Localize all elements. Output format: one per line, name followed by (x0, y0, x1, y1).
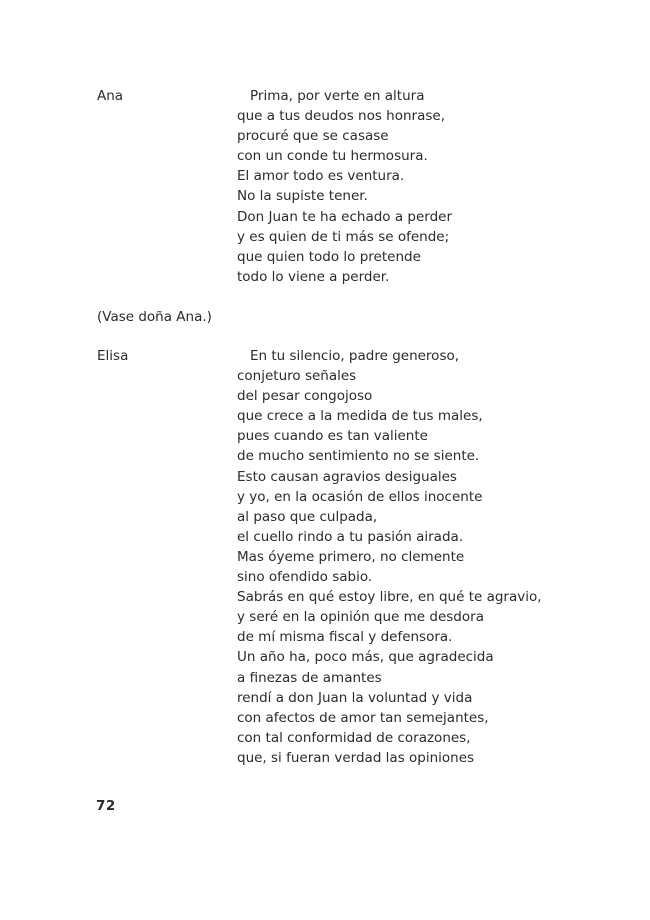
verse-line: sino ofendido sabio. (237, 569, 373, 586)
page-number: 72 (96, 798, 116, 814)
verse-line: que crece a la medida de tus males, (237, 408, 483, 425)
verse-line: con tal conformidad de corazones, (237, 729, 471, 746)
verse-line: rendí a don Juan la voluntad y vida (237, 689, 473, 706)
verse-line: y seré en la opinión que me desdora (237, 609, 484, 626)
verse-line: Don Juan te ha echado a perder (237, 208, 453, 225)
verse-block (237, 346, 542, 768)
speaker-name: Ana (97, 88, 124, 104)
verse-line: que quien todo lo pretende (237, 248, 421, 265)
verse-line: y es quien de ti más se ofende; (237, 228, 450, 245)
verse-line: Prima, por verte en altura (250, 88, 425, 104)
verse-line: al paso que culpada, (237, 508, 378, 525)
verse-line: Esto causan agravios desiguales (237, 468, 457, 485)
verse-line: No la supiste tener. (237, 188, 368, 205)
verse-line: con un conde tu hermosura. (237, 148, 428, 165)
verse-line: el cuello rindo a tu pasión airada. (237, 528, 464, 545)
verse-line: de mí misma fiscal y defensora. (237, 629, 453, 646)
verse-line: que, si fueran verdad las opiniones (237, 749, 475, 766)
verse-line: En tu silencio, padre generoso, (250, 348, 460, 364)
verse-line: del pesar congojoso (237, 388, 373, 405)
verse-block (237, 86, 452, 287)
speaker-name: Elisa (97, 348, 129, 364)
verse-line: pues cuando es tan valiente (237, 428, 428, 445)
verse-line: conjeturo señales (237, 368, 357, 385)
verse-line: El amor todo es ventura. (237, 168, 405, 185)
verse-line: a finezas de amantes (237, 669, 382, 686)
verse-line: de mucho sentimiento no se siente. (237, 448, 480, 465)
verse-line: todo lo viene a perder. (237, 268, 390, 285)
verse-line: con afectos de amor tan semejantes, (237, 709, 489, 726)
verse-line: procuré que se casase (237, 128, 389, 145)
verse-line: que a tus deudos nos honrase, (237, 108, 446, 125)
verse-line: Mas óyeme primero, no clemente (237, 548, 465, 565)
verse-line: Un año ha, poco más, que agradecida (237, 649, 494, 666)
verse-line: y yo, en la ocasión de ellos inocente (237, 488, 483, 505)
verse-line: Sabrás en qué estoy libre, en qué te agravio, (237, 589, 542, 606)
stage-direction: (Vase doña Ana.) (97, 309, 212, 325)
